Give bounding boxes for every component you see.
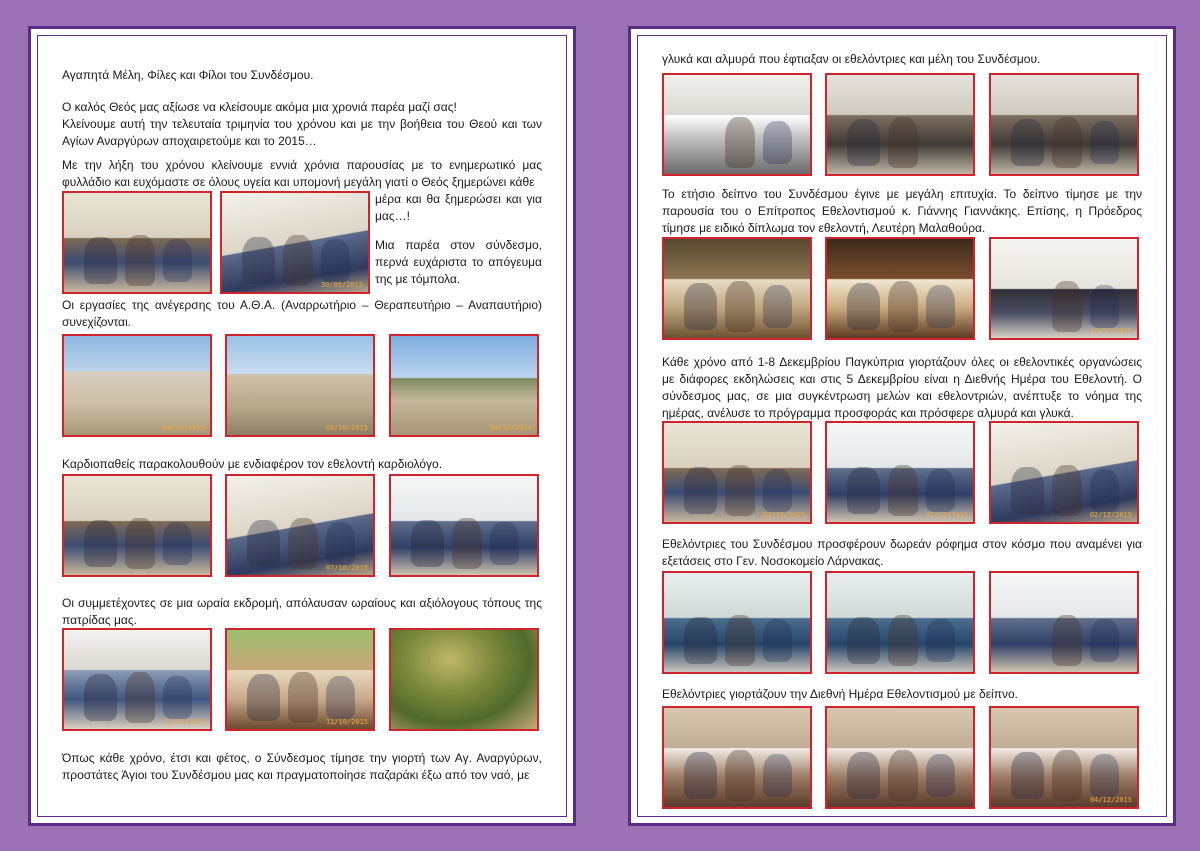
photo-excursion-1 — [62, 628, 212, 731]
photo-bazaar-1 — [662, 73, 812, 176]
annual-dinner-paragraph: Το ετήσιο δείπνο του Συνδέσμου έγινε με μεγάλη επιτυχία. Το δείπνο τίμησε με την παρουσία του ο Επίτροπος Εθελοντισμού κ. Γιάννης Γιαννάκης. Επίσης, η Πρόεδρος τίμησε με ειδικό δίπλωμα τον εθελοντή, Λευτέρη Μαλαθούρα. — [662, 187, 1142, 235]
photo-volunteer-day-3 — [989, 421, 1139, 524]
photo-cardiology-3 — [389, 474, 539, 577]
photo-date: 04/12/2015 — [1089, 796, 1132, 804]
photo-bingo-1 — [62, 191, 212, 294]
cardiology-caption: Καρδιοπαθείς παρακολουθούν με ενδιαφέρον τον εθελοντή καρδιολόγο. — [62, 457, 443, 471]
photo-date: 02/12/2015 — [1089, 511, 1132, 519]
photo-volunteer-day-2 — [825, 421, 975, 524]
photo-excursion-3 — [389, 628, 539, 731]
photo-date: 08/10/2015 — [325, 424, 368, 432]
photo-date: 08/10/2015 — [162, 424, 205, 432]
photo-date: 11/10/2015 — [325, 718, 368, 726]
nine-years-continued: μέρα και θα ξημερώσει και για μας…! — [375, 192, 542, 223]
photo-dinner-3 — [989, 237, 1139, 340]
photo-construction-1 — [62, 334, 212, 437]
left-page — [28, 26, 576, 826]
photo-hospital-1 — [662, 571, 812, 674]
excursion-caption: Οι συμμετέχοντες σε μια ωραία εκδρομή, απόλαυσαν ωραίους και αξιόλογους τόπους της πατρίδας μας. — [62, 596, 542, 627]
right-page — [628, 26, 1176, 826]
photo-date: 11/10/2015 — [162, 718, 205, 726]
photo-dinner-2 — [825, 237, 975, 340]
bingo-caption: Μια παρέα στον σύνδεσμο, περνά ευχάριστα το απόγευμα της με τόμπολα. — [375, 238, 542, 286]
photo-hospital-3 — [989, 571, 1139, 674]
photo-date: 02/12/2015 — [762, 511, 805, 519]
photo-hospital-2 — [825, 571, 975, 674]
photo-bingo-2 — [220, 191, 370, 294]
photo-construction-3 — [389, 334, 539, 437]
photo-construction-2 — [225, 334, 375, 437]
photo-volunteers-dinner-3 — [989, 706, 1139, 809]
photo-dinner-1 — [662, 237, 812, 340]
intro-paragraph: Κλείνουμε αυτή την τελευταία τριμηνία του χρόνου και με την βοήθεια του Θεού και των Αγίων Αναργύρων αποχαιρετούμε και το 2015… — [62, 117, 542, 148]
photo-date: 02/12/2015 — [925, 511, 968, 519]
intro-line: Ο καλός Θεός μας αξίωσε να κλείσουμε ακόμα μια χρονιά παρέα μαζί σας! — [62, 100, 457, 114]
nine-years-paragraph: Με την λήξη του χρόνου κλείνουμε εννιά χρόνια παρουσίας με το ενημερωτικό μας φυλλάδιο και ευχόμαστε σε όλους υγεία και υπομονή μεγάλη γιατί ο Θεός ξημερώνει κάθε — [62, 158, 542, 189]
volunteers-dinner-caption: Εθελόντριες γιορτάζουν την Διεθνή Ημέρα Εθελοντισμού με δείπνο. — [662, 687, 1019, 701]
volunteer-day-paragraph: Κάθε χρόνο από 1-8 Δεκεμβρίου Παγκύπρια γιορτάζουν όλες οι εθελοντικές οργανώσεις με διάφορες εκδηλώσεις και στις 5 Δεκεμβρίου είναι η Διεθνής Ημέρα του Εθελοντή. Ο σύνδεσμος μας, σε μια συγκέντρωση μελών και εθελοντριών, ανέπτυξε το νόημα της ημέρας, ανέλυσε το πρόγραμμα προσφοράς και πρόσφερε αλμυρά και γλυκά. — [662, 355, 1142, 420]
photo-cardiology-1 — [62, 474, 212, 577]
photo-date: 30/09/2015 — [320, 281, 363, 289]
photo-excursion-2 — [225, 628, 375, 731]
photo-volunteer-day-1 — [662, 421, 812, 524]
photo-date: 13/11/2015 — [1089, 327, 1132, 335]
photo-bazaar-3 — [989, 73, 1139, 176]
saints-feast-paragraph: Όπως κάθε χρόνο, έτσι και φέτος, ο Σύνδεσμος τίμησε την γιορτή των Αγ. Αναργύρων, προστάτες Άγιοι του Συνδέσμου μας και πραγματοποίησε παζαράκι έξω από τον ναό, με — [62, 751, 542, 782]
greeting: Αγαπητά Μέλη, Φίλες και Φίλοι του Συνδέσμου. — [62, 68, 314, 82]
photo-volunteers-dinner-2 — [825, 706, 975, 809]
bazaar-caption: γλυκά και αλμυρά που έφτιαξαν οι εθελόντριες και μέλη του Συνδέσμου. — [662, 52, 1041, 66]
photo-bazaar-2 — [825, 73, 975, 176]
construction-caption: Οι εργασίες της ανέγερσης του Α.Θ.Α. (Αναρρωτήριο – Θεραπευτήριο – Αναπαυτήριο) συνεχίζονται. — [62, 298, 542, 329]
hospital-paragraph: Εθελόντριες του Συνδέσμου προσφέρουν δωρεάν ρόφημα στον κόσμο που αναμένει για εξετάσεις στο Γεν. Νοσοκομείο Λάρνακας. — [662, 537, 1142, 568]
photo-date: 08/10/2015 — [489, 424, 532, 432]
photo-date: 07/10/2015 — [325, 564, 368, 572]
photo-volunteers-dinner-1 — [662, 706, 812, 809]
photo-cardiology-2 — [225, 474, 375, 577]
